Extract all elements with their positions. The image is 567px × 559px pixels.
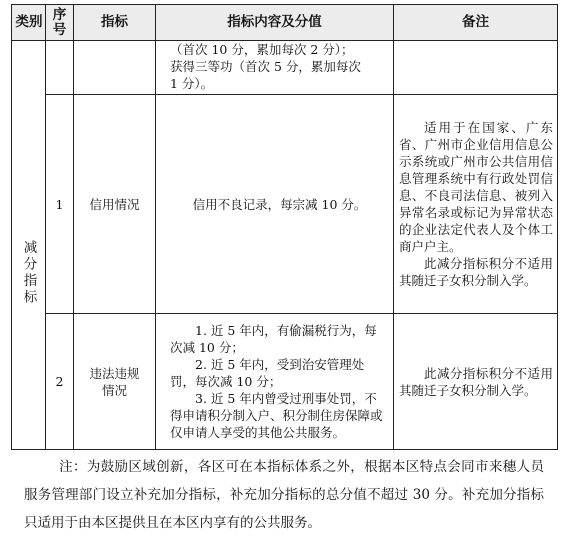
row-indicator: 违法违规情况 [74,314,156,450]
row-remark [394,95,558,314]
continued-row [12,41,558,95]
header-number: 序号 [46,5,74,41]
continued-content-line: 1 分）。 [170,76,214,91]
continued-indicator-cell [74,41,156,95]
table-row [12,95,558,314]
row-content: 信用不良记录，每宗减 10 分。 [156,95,394,314]
footnote [24,453,544,537]
row-remark [394,314,558,450]
table-row [12,314,558,450]
header-category: 类别 [12,5,46,41]
content-item: 2. 近 5 年内，受到治安管理处罚，每次减 10 分； [170,357,365,389]
header-indicator: 指标 [74,5,156,41]
row-number: 1 [46,95,74,314]
content-item: 3. 近 5 年内曾受过刑事处罚，不得申请积分制入户、积分制住房保障或仅申请人享受的其他公共服务。 [170,391,383,440]
continued-content-line: 获得三等功（首次 5 分，累加每次 [170,59,361,74]
continued-number-cell [46,41,74,95]
row-content [156,314,394,450]
row-indicator: 信用情况 [74,95,156,314]
remark-paragraph: 适用于在国家、广东省、广州市企业信用信息公示系统或广州市公共信用信息管理系统中有行政处罚信息、不良司法信息、被列入异常名录或标记为异常状态的企业法定代表人及个体工商户户主。 [399,120,553,254]
remark-paragraph: 此减分指标积分不适用其随迁子女积分制入学。 [399,365,553,398]
header-row [12,5,558,41]
continued-content-cell [156,41,394,95]
category-label [11,95,46,451]
continued-content-line: （首次 10 分，累加每次 2 分）； [170,42,354,57]
remark-paragraph: 此减分指标积分不适用其随迁子女积分制入学。 [399,256,553,288]
continued-remark-cell [394,41,558,95]
category-text: 减分指标 [20,240,37,306]
footnote-text: 注：为鼓励区域创新，各区可在本指标体系之外，根据本区特点会同市来穗人员服务管理部门设立补充加分指标，补充加分指标的总分值不超过 30 分。补充加分指标只适用于由本区提供且在本区内享有的公共服务。 [24,459,544,531]
row-number: 2 [46,314,74,450]
header-remark: 备注 [394,5,558,41]
content-item: 1. 近 5 年内，有偷漏税行为，每次减 10 分； [170,323,377,355]
header-content: 指标内容及分值 [156,5,394,41]
points-table [11,4,558,450]
